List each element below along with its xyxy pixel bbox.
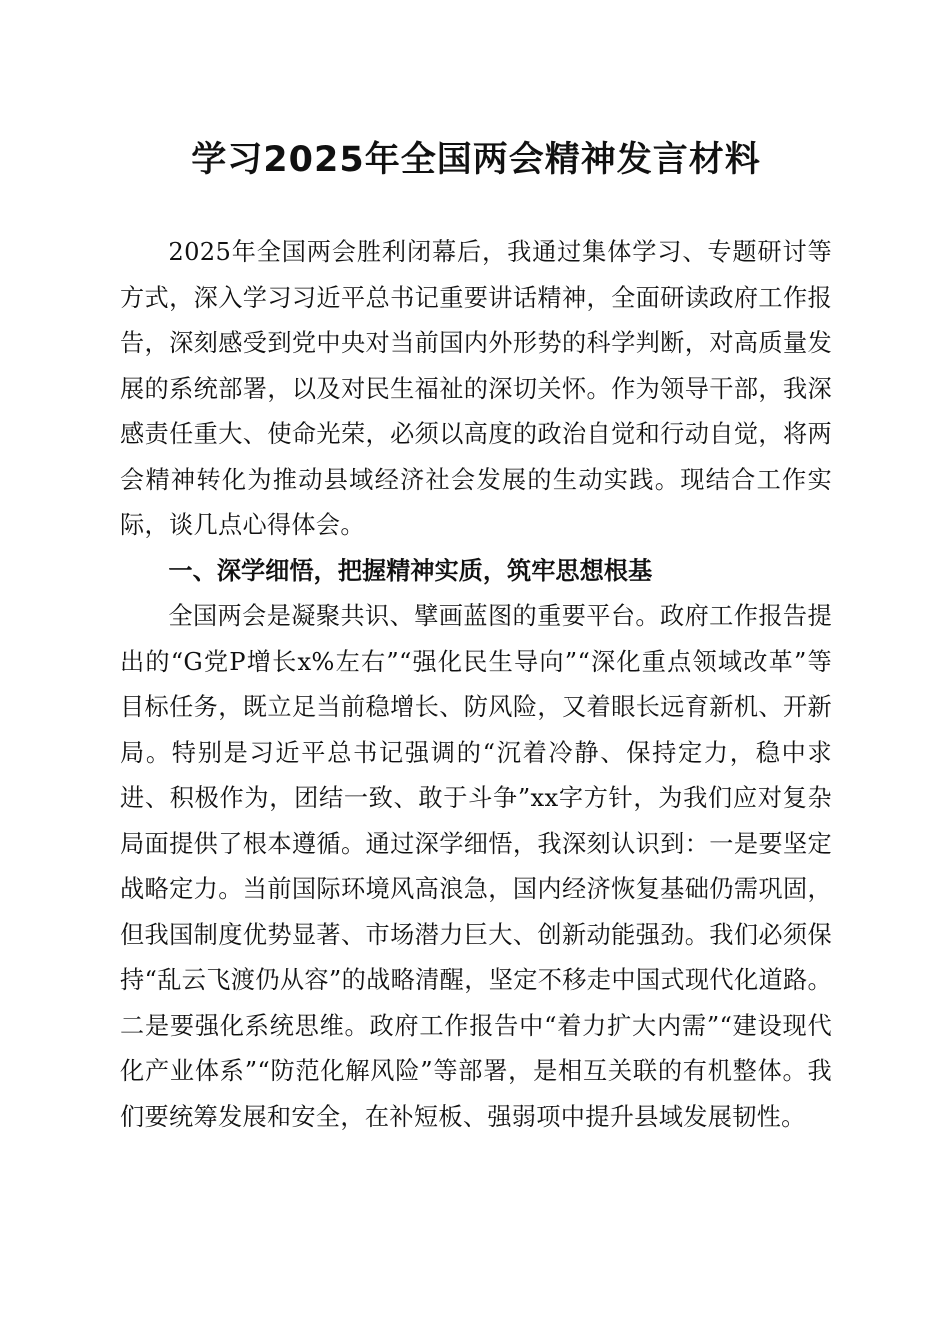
section-heading: 一、深学细悟，把握精神实质，筑牢思想根基 [168,556,653,585]
intro-paragraph: 2025年全国两会胜利闭幕后，我通过集体学习、专题研讨等方式，深入学习习近平总书记重要讲话精神，全面研读政府工作报告，深刻感受到党中央对当前国内外形势的科学判断，对高质量发展的系统部署，以及对民生福祉的深切关怀。作为领导干部，我深感责任重大、使命光荣，必须以高度的政治自觉和行动自觉，将两会精神转化为推动县域经济社会发展的生动实践。现结合工作实际，谈几点心得体会。 [120,238,832,539]
document-body [120,230,832,1140]
document-page [120,0,832,1344]
section-paragraph: 全国两会是凝聚共识、擘画蓝图的重要平台。政府工作报告提出的“G党P增长x%左右”“强化民生导向”“深化重点领域改革”等目标任务，既立足当前稳增长、防风险，又着眼长远育新机、开新局。特别是习近平总书记强调的“沉着冷静、保持定力，稳中求进、积极作为，团结一致、敢于斗争”xx字方针，为我们应对复杂局面提供了根本遵循。通过深学细悟，我深刻认识到：一是要坚定战略定力。当前国际环境风高浪急，国内经济恢复基础仍需巩固，但我国制度优势显著、市场潜力巨大、创新动能强劲。我们必须保持“乱云飞渡仍从容”的战略清醒，坚定不移走中国式现代化道路。二是要强化系统思维。政府工作报告中“着力扩大内需”“建设现代化产业体系”“防范化解风险”等部署，是相互关联的有机整体。我们要统筹发展和安全，在补短板、强弱项中提升县域发展韧性。 [120,602,832,1131]
document-title: 学习2025年全国两会精神发言材料 [191,140,761,180]
